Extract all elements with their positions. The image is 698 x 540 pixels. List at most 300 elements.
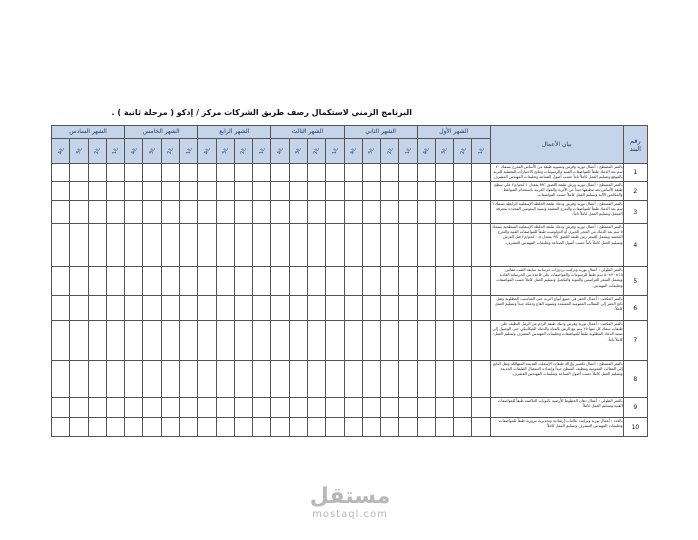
- item-description: بالمتر المكعب : أعمال توريد وفرش ودمك طبقة الردم من الرمل النظيف على طبقات سمك كل منها ٢٥ سم مع الرش بالمياه والدمك الميكانيكي حتى الوصول إلى نسبة الدمك المطلوبة طبقاً للمواصفات وتعليمات المهندس المشرف وتسليم العمل كاملاً تاماً.: [490, 321, 623, 361]
- schedule-cell[interactable]: [88, 267, 106, 296]
- schedule-cell[interactable]: [179, 398, 197, 418]
- schedule-cell[interactable]: [125, 398, 143, 418]
- schedule-cell[interactable]: [289, 267, 307, 296]
- schedule-cell[interactable]: [125, 418, 143, 437]
- schedule-cell[interactable]: [216, 267, 234, 296]
- item-description: بالمتر المسطح : أعمال توريد ورش طبقة اللصق MC بمعدل ١ كجم/م٢ على سطح طبقة الأساس بعد تنظيفها جيداً من الأتربة والمواد الغريبة باستخدام الضواغط والمكانس الآلية وتسليم العمل كاملاً حسب المواصفات.: [490, 182, 623, 201]
- month-header: الشهر الخامس: [125, 126, 198, 139]
- item-number: 1: [623, 164, 647, 182]
- schedule-cell[interactable]: [70, 182, 88, 201]
- schedule-cell[interactable]: [179, 201, 197, 224]
- schedule-cell[interactable]: [399, 398, 417, 418]
- schedule-cell[interactable]: [88, 418, 106, 437]
- schedule-body: [52, 164, 648, 437]
- schedule-cell[interactable]: [307, 201, 325, 224]
- schedule-cell[interactable]: [253, 418, 271, 437]
- schedule-cell[interactable]: [344, 182, 362, 201]
- schedule-cell[interactable]: [70, 321, 88, 361]
- schedule-cell[interactable]: [326, 398, 344, 418]
- week-header: [106, 139, 124, 164]
- week-label: ع2: [313, 147, 320, 155]
- schedule-cell[interactable]: [399, 361, 417, 398]
- schedule-cell[interactable]: [271, 164, 289, 182]
- schedule-cell[interactable]: [52, 361, 70, 398]
- schedule-cell[interactable]: [344, 201, 362, 224]
- item-description: بالمتر المسطح : أعمال تكسير وإزالة طبقات الإسفلت القديمة المتهالكة ونقل الناتج إلى المقالب العمومية وتنظيف السطح جيداً وإعداده لاستقبال الطبقات الجديدة وتسليم العمل كاملاً حسب أصول الصناعة وتعليمات المهندس المشرف.: [490, 361, 623, 398]
- schedule-cell[interactable]: [179, 182, 197, 201]
- item-number: 8: [623, 361, 647, 398]
- schedule-cell[interactable]: [454, 321, 472, 361]
- week-label: ع2: [240, 147, 247, 155]
- schedule-cell[interactable]: [472, 182, 490, 201]
- schedule-cell[interactable]: [362, 398, 380, 418]
- week-header: [381, 139, 399, 164]
- schedule-cell[interactable]: [344, 267, 362, 296]
- schedule-cell[interactable]: [435, 296, 453, 321]
- schedule-cell[interactable]: [289, 418, 307, 437]
- schedule-cell[interactable]: [472, 361, 490, 398]
- schedule-cell[interactable]: [198, 296, 216, 321]
- schedule-cell[interactable]: [234, 398, 252, 418]
- schedule-cell[interactable]: [198, 182, 216, 201]
- schedule-cell[interactable]: [88, 398, 106, 418]
- schedule-cell[interactable]: [344, 321, 362, 361]
- schedule-cell[interactable]: [198, 164, 216, 182]
- schedule-cell[interactable]: [253, 267, 271, 296]
- schedule-cell[interactable]: [326, 224, 344, 267]
- week-label: ع4: [203, 147, 210, 155]
- schedule-cell[interactable]: [362, 267, 380, 296]
- schedule-cell[interactable]: [344, 418, 362, 437]
- schedule-cell[interactable]: [52, 398, 70, 418]
- schedule-cell[interactable]: [125, 361, 143, 398]
- schedule-cell[interactable]: [454, 224, 472, 267]
- schedule-cell[interactable]: [307, 418, 325, 437]
- week-label: ع1: [185, 147, 192, 155]
- week-header: [472, 139, 490, 164]
- schedule-cell[interactable]: [161, 398, 179, 418]
- schedule-cell[interactable]: [125, 224, 143, 267]
- month-header: الشهر الرابع: [198, 126, 271, 139]
- schedule-cell[interactable]: [216, 296, 234, 321]
- schedule-cell[interactable]: [198, 321, 216, 361]
- schedule-cell[interactable]: [125, 164, 143, 182]
- schedule-cell[interactable]: [289, 201, 307, 224]
- schedule-cell[interactable]: [88, 224, 106, 267]
- schedule-cell[interactable]: [253, 201, 271, 224]
- schedule-cell[interactable]: [143, 321, 161, 361]
- schedule-cell[interactable]: [106, 224, 124, 267]
- schedule-cell[interactable]: [362, 296, 380, 321]
- schedule-cell[interactable]: [216, 224, 234, 267]
- schedule-cell[interactable]: [143, 224, 161, 267]
- schedule-cell[interactable]: [216, 201, 234, 224]
- schedule-cell[interactable]: [106, 296, 124, 321]
- schedule-cell[interactable]: [417, 224, 435, 267]
- schedule-cell[interactable]: [70, 418, 88, 437]
- schedule-cell[interactable]: [344, 296, 362, 321]
- schedule-cell[interactable]: [253, 182, 271, 201]
- week-header: [88, 139, 106, 164]
- schedule-cell[interactable]: [435, 201, 453, 224]
- schedule-cell[interactable]: [143, 418, 161, 437]
- schedule-cell[interactable]: [399, 321, 417, 361]
- schedule-cell[interactable]: [362, 182, 380, 201]
- schedule-cell[interactable]: [216, 398, 234, 418]
- table-row: [52, 267, 648, 296]
- schedule-cell[interactable]: [216, 361, 234, 398]
- schedule-cell[interactable]: [326, 321, 344, 361]
- week-label: ع4: [423, 147, 430, 155]
- schedule-cell[interactable]: [271, 267, 289, 296]
- schedule-cell[interactable]: [52, 201, 70, 224]
- schedule-cell[interactable]: [125, 267, 143, 296]
- schedule-cell[interactable]: [326, 182, 344, 201]
- table-row: [52, 398, 648, 418]
- schedule-cell[interactable]: [198, 224, 216, 267]
- schedule-cell[interactable]: [381, 296, 399, 321]
- schedule-cell[interactable]: [307, 267, 325, 296]
- schedule-cell[interactable]: [52, 182, 70, 201]
- schedule-cell[interactable]: [234, 321, 252, 361]
- watermark-arabic: مستقل: [309, 484, 391, 509]
- schedule-cell[interactable]: [362, 321, 380, 361]
- week-header: [143, 139, 161, 164]
- schedule-cell[interactable]: [289, 224, 307, 267]
- schedule-cell[interactable]: [106, 398, 124, 418]
- week-header: [179, 139, 197, 164]
- schedule-cell[interactable]: [234, 361, 252, 398]
- week-label: ع4: [277, 147, 284, 155]
- schedule-cell[interactable]: [472, 398, 490, 418]
- schedule-cell[interactable]: [198, 361, 216, 398]
- schedule-cell[interactable]: [362, 164, 380, 182]
- schedule-cell[interactable]: [234, 164, 252, 182]
- schedule-cell[interactable]: [88, 201, 106, 224]
- schedule-cell[interactable]: [161, 201, 179, 224]
- week-header: [52, 139, 70, 164]
- week-label: ع4: [350, 147, 357, 155]
- schedule-cell[interactable]: [326, 418, 344, 437]
- schedule-cell[interactable]: [106, 361, 124, 398]
- schedule-cell[interactable]: [472, 201, 490, 224]
- week-label: ع3: [75, 147, 82, 155]
- item-number: 10: [623, 418, 647, 437]
- schedule-cell[interactable]: [454, 182, 472, 201]
- watermark-latin: mostaql.com: [312, 509, 388, 520]
- schedule-cell[interactable]: [307, 224, 325, 267]
- schedule-cell[interactable]: [52, 224, 70, 267]
- schedule-cell[interactable]: [417, 267, 435, 296]
- week-label: ع4: [57, 147, 64, 155]
- table-row: [52, 361, 648, 398]
- schedule-cell[interactable]: [88, 321, 106, 361]
- schedule-cell[interactable]: [417, 296, 435, 321]
- schedule-cell[interactable]: [417, 361, 435, 398]
- schedule-cell[interactable]: [125, 201, 143, 224]
- schedule-cell[interactable]: [326, 296, 344, 321]
- schedule-cell[interactable]: [106, 164, 124, 182]
- schedule-cell[interactable]: [161, 296, 179, 321]
- schedule-cell[interactable]: [198, 267, 216, 296]
- item-description: بالمتر الطولي : أعمال توريد وتركيب بردورات خرسانية سابقة الصب مقاس ١٥×٣٠×٥٠ سم طبقاً للرسومات والمواصفات على قاعدة من الخرسانة العادية ويشمل السعر العراميس والمونة والتكحيل وتسليم العمل كاملاً حسب المواصفات وتعليمات المهندس.: [490, 267, 623, 296]
- schedule-cell[interactable]: [179, 418, 197, 437]
- week-label: ع3: [295, 147, 302, 155]
- schedule-cell[interactable]: [307, 398, 325, 418]
- schedule-cell[interactable]: [216, 182, 234, 201]
- schedule-cell[interactable]: [88, 182, 106, 201]
- schedule-cell[interactable]: [435, 361, 453, 398]
- schedule-cell[interactable]: [344, 398, 362, 418]
- schedule-cell[interactable]: [179, 296, 197, 321]
- table-row: [52, 321, 648, 361]
- schedule-cell[interactable]: [289, 398, 307, 418]
- schedule-cell[interactable]: [417, 418, 435, 437]
- schedule-cell[interactable]: [143, 267, 161, 296]
- item-number: 5: [623, 267, 647, 296]
- week-header: [234, 139, 252, 164]
- schedule-cell[interactable]: [234, 224, 252, 267]
- watermark-logo: [300, 485, 400, 521]
- schedule-cell[interactable]: [161, 224, 179, 267]
- schedule-cell[interactable]: [52, 321, 70, 361]
- schedule-cell[interactable]: [125, 296, 143, 321]
- schedule-cell[interactable]: [161, 418, 179, 437]
- schedule-cell[interactable]: [70, 164, 88, 182]
- schedule-cell[interactable]: [88, 296, 106, 321]
- schedule-cell[interactable]: [216, 321, 234, 361]
- schedule-cell[interactable]: [216, 164, 234, 182]
- item-description: بالعدد : أعمال توريد وتركيب علامات إرشادية وتحذيرية مرورية طبقاً للمواصفات وتعليمات المهندس المشرف وتسليم العمل كاملاً.: [490, 418, 623, 437]
- schedule-cell[interactable]: [179, 361, 197, 398]
- schedule-cell[interactable]: [234, 201, 252, 224]
- schedule-cell[interactable]: [381, 164, 399, 182]
- schedule-cell[interactable]: [417, 321, 435, 361]
- schedule-cell[interactable]: [362, 224, 380, 267]
- schedule-cell[interactable]: [435, 224, 453, 267]
- week-header: [125, 139, 143, 164]
- schedule-cell[interactable]: [417, 201, 435, 224]
- schedule-cell[interactable]: [326, 201, 344, 224]
- schedule-cell[interactable]: [143, 201, 161, 224]
- schedule-cell[interactable]: [435, 182, 453, 201]
- schedule-cell[interactable]: [381, 321, 399, 361]
- schedule-cell[interactable]: [435, 164, 453, 182]
- schedule-cell[interactable]: [362, 361, 380, 398]
- schedule-cell[interactable]: [381, 267, 399, 296]
- schedule-cell[interactable]: [271, 201, 289, 224]
- schedule-cell[interactable]: [271, 361, 289, 398]
- schedule-cell[interactable]: [454, 267, 472, 296]
- schedule-cell[interactable]: [179, 224, 197, 267]
- schedule-cell[interactable]: [271, 418, 289, 437]
- schedule-cell[interactable]: [52, 296, 70, 321]
- schedule-cell[interactable]: [344, 361, 362, 398]
- schedule-cell[interactable]: [70, 398, 88, 418]
- week-header: [417, 139, 435, 164]
- schedule-cell[interactable]: [289, 182, 307, 201]
- schedule-cell[interactable]: [289, 296, 307, 321]
- week-label: ع2: [167, 147, 174, 155]
- schedule-cell[interactable]: [399, 164, 417, 182]
- schedule-cell[interactable]: [106, 321, 124, 361]
- schedule-cell[interactable]: [472, 224, 490, 267]
- schedule-cell[interactable]: [161, 182, 179, 201]
- schedule-cell[interactable]: [125, 321, 143, 361]
- schedule-cell[interactable]: [70, 361, 88, 398]
- schedule-cell[interactable]: [381, 224, 399, 267]
- schedule-cell[interactable]: [253, 398, 271, 418]
- schedule-cell[interactable]: [454, 361, 472, 398]
- schedule-cell[interactable]: [271, 398, 289, 418]
- schedule-cell[interactable]: [106, 182, 124, 201]
- schedule-cell[interactable]: [307, 296, 325, 321]
- schedule-cell[interactable]: [289, 361, 307, 398]
- week-label: ع3: [149, 147, 156, 155]
- schedule-cell[interactable]: [289, 164, 307, 182]
- month-header: الشهر الثاني: [344, 126, 417, 139]
- schedule-cell[interactable]: [216, 418, 234, 437]
- schedule-cell[interactable]: [88, 361, 106, 398]
- schedule-cell[interactable]: [454, 398, 472, 418]
- schedule-cell[interactable]: [435, 321, 453, 361]
- schedule-cell[interactable]: [381, 418, 399, 437]
- schedule-cell[interactable]: [344, 164, 362, 182]
- schedule-cell[interactable]: [161, 267, 179, 296]
- schedule-cell[interactable]: [198, 398, 216, 418]
- schedule-cell[interactable]: [179, 321, 197, 361]
- schedule-cell[interactable]: [88, 164, 106, 182]
- schedule-cell[interactable]: [253, 296, 271, 321]
- schedule-cell[interactable]: [454, 201, 472, 224]
- schedule-cell[interactable]: [399, 182, 417, 201]
- schedule-cell[interactable]: [234, 267, 252, 296]
- schedule-table: [51, 125, 648, 437]
- schedule-cell[interactable]: [454, 164, 472, 182]
- schedule-cell[interactable]: [307, 361, 325, 398]
- schedule-cell[interactable]: [143, 182, 161, 201]
- item-number: 2: [623, 182, 647, 201]
- table-row: [52, 201, 648, 224]
- table-row: [52, 164, 648, 182]
- schedule-cell[interactable]: [362, 201, 380, 224]
- week-header: [362, 139, 380, 164]
- schedule-cell[interactable]: [70, 296, 88, 321]
- schedule-cell[interactable]: [435, 267, 453, 296]
- schedule-cell[interactable]: [179, 164, 197, 182]
- schedule-cell[interactable]: [307, 182, 325, 201]
- schedule-cell[interactable]: [307, 321, 325, 361]
- schedule-cell[interactable]: [125, 182, 143, 201]
- schedule-cell[interactable]: [271, 224, 289, 267]
- week-label: ع2: [386, 147, 393, 155]
- week-header: [253, 139, 271, 164]
- item-description: بالمتر المسطح : أعمال توريد وفرش وتسوية طبقة من الأساس المدرج بسمك ٢٠ سم بعد الدمك طبقاً للمواصفات الفنية والرسومات ونتائج الاختبارات المعملية للتربة بالموقع وتسليم العمل كاملاً تاماً حسب أصول الصناعة وتعليمات المهندس المشرف.: [490, 164, 623, 182]
- schedule-cell[interactable]: [326, 361, 344, 398]
- schedule-cell[interactable]: [52, 267, 70, 296]
- schedule-cell[interactable]: [253, 164, 271, 182]
- week-header: [271, 139, 289, 164]
- schedule-cell[interactable]: [161, 164, 179, 182]
- schedule-cell[interactable]: [362, 418, 380, 437]
- schedule-cell[interactable]: [399, 296, 417, 321]
- schedule-cell[interactable]: [399, 418, 417, 437]
- schedule-cell[interactable]: [344, 224, 362, 267]
- schedule-cell[interactable]: [234, 182, 252, 201]
- week-label: ع2: [94, 147, 101, 155]
- schedule-cell[interactable]: [143, 398, 161, 418]
- schedule-cell[interactable]: [52, 418, 70, 437]
- schedule-cell[interactable]: [399, 267, 417, 296]
- schedule-cell[interactable]: [143, 164, 161, 182]
- schedule-cell[interactable]: [179, 267, 197, 296]
- week-label: ع1: [112, 147, 119, 155]
- schedule-cell[interactable]: [70, 224, 88, 267]
- schedule-cell[interactable]: [417, 164, 435, 182]
- schedule-cell[interactable]: [253, 321, 271, 361]
- schedule-cell[interactable]: [271, 182, 289, 201]
- schedule-cell[interactable]: [472, 267, 490, 296]
- month-header: الشهر السادس: [52, 126, 125, 139]
- item-number: 4: [623, 224, 647, 267]
- schedule-cell[interactable]: [307, 164, 325, 182]
- schedule-cell[interactable]: [399, 201, 417, 224]
- item-number: 3: [623, 201, 647, 224]
- schedule-cell[interactable]: [381, 361, 399, 398]
- schedule-cell[interactable]: [70, 267, 88, 296]
- schedule-cell[interactable]: [417, 182, 435, 201]
- schedule-cell[interactable]: [271, 321, 289, 361]
- schedule-cell[interactable]: [326, 267, 344, 296]
- schedule-cell[interactable]: [234, 296, 252, 321]
- schedule-cell[interactable]: [106, 201, 124, 224]
- schedule-cell[interactable]: [381, 201, 399, 224]
- schedule-cell[interactable]: [70, 201, 88, 224]
- schedule-cell[interactable]: [106, 267, 124, 296]
- schedule-cell[interactable]: [381, 182, 399, 201]
- schedule-cell[interactable]: [381, 398, 399, 418]
- schedule-cell[interactable]: [253, 361, 271, 398]
- schedule-cell[interactable]: [289, 321, 307, 361]
- schedule-cell[interactable]: [198, 418, 216, 437]
- week-header: [161, 139, 179, 164]
- schedule-cell[interactable]: [234, 418, 252, 437]
- week-label: ع1: [258, 147, 265, 155]
- schedule-cell[interactable]: [472, 296, 490, 321]
- schedule-cell[interactable]: [435, 398, 453, 418]
- week-header: [344, 139, 362, 164]
- schedule-cell[interactable]: [472, 321, 490, 361]
- schedule-cell[interactable]: [472, 164, 490, 182]
- schedule-cell[interactable]: [454, 418, 472, 437]
- schedule-cell[interactable]: [472, 418, 490, 437]
- schedule-cell[interactable]: [143, 296, 161, 321]
- schedule-cell[interactable]: [106, 418, 124, 437]
- schedule-cell[interactable]: [52, 164, 70, 182]
- schedule-cell[interactable]: [198, 201, 216, 224]
- schedule-cell[interactable]: [143, 361, 161, 398]
- schedule-cell[interactable]: [271, 296, 289, 321]
- schedule-cell[interactable]: [417, 398, 435, 418]
- schedule-cell[interactable]: [454, 296, 472, 321]
- schedule-cell[interactable]: [399, 224, 417, 267]
- schedule-cell[interactable]: [326, 164, 344, 182]
- schedule-cell[interactable]: [253, 224, 271, 267]
- schedule-cell[interactable]: [161, 361, 179, 398]
- week-header: [216, 139, 234, 164]
- schedule-cell[interactable]: [435, 418, 453, 437]
- schedule-cell[interactable]: [161, 321, 179, 361]
